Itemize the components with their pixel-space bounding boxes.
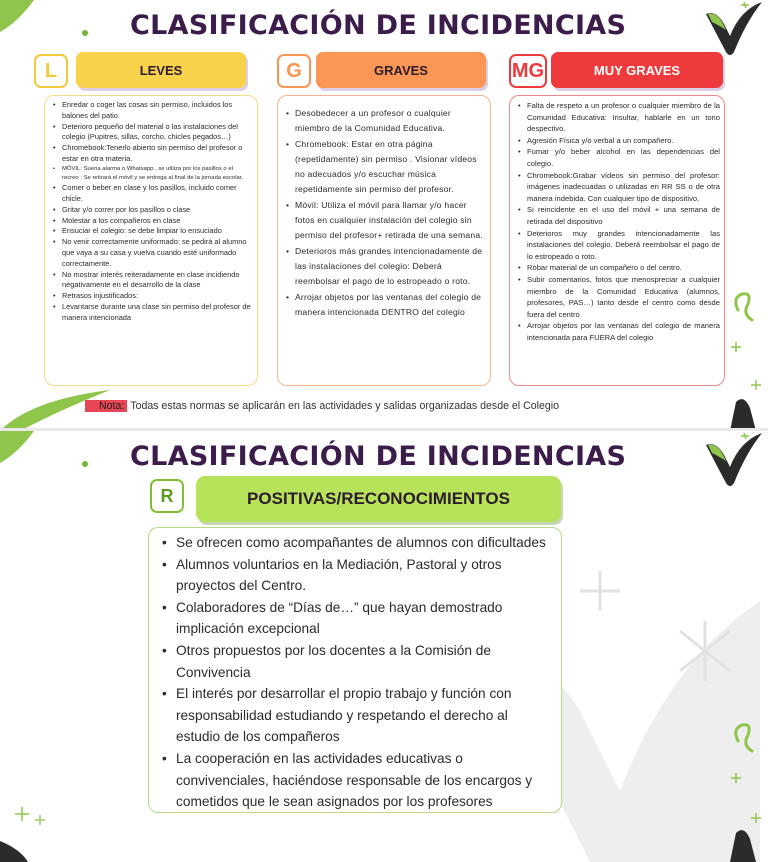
leves-letter: L xyxy=(44,59,58,82)
list-item: • Colaboradores de “Días de…” que hayan demostrado implicación excepcional xyxy=(161,597,553,640)
list-item: • Chromebook:Tenerlo abierto sin permiso del profesor o estar en otra materia. xyxy=(53,143,251,165)
list-item: • Levantarse durante una clase sin permiso del profesor de manera intencionada xyxy=(53,302,251,324)
accent-dot xyxy=(82,30,88,36)
positivas-header-label: POSITIVAS/RECONOCIMIENTOS xyxy=(247,489,510,508)
list-item: • Subir comentarios, fotos que menospreciar a cualquier miembro de la Comunidad Educativa (alumnos, profesores, PAS…) tanto desde el centro como desde fuera del centro xyxy=(518,274,720,320)
list-item: • Chromebook: Estar en otra página (repetidamente) sin permiso . Visionar vídeos no adecuados y/o escuchar música repetidamente sin permiso del profesor. xyxy=(286,137,484,198)
page-title: CLASIFICACIÓN DE INCIDENCIAS xyxy=(130,10,627,41)
list-item: • Si reincidente en el uso del móvil + una semana de retirada del dispositivo xyxy=(518,204,720,227)
list-item: • Retrasos injustificados: xyxy=(53,291,251,302)
list-item: • Chromebook:Grabar vídeos sin permiso del profesor: imágenes inadecuadas o utilizadas en RR SS o de otra manera indebida. Con cualquier tipo de dispositivo. xyxy=(518,170,720,205)
graves-header xyxy=(316,52,486,88)
list-item: • Móvil: Utiliza el móvil para llamar y/o hacer fotos en cualquier instalación del colegio sin permiso del profesor+ retirada de una semana. xyxy=(286,198,484,244)
positivas-box xyxy=(148,527,562,813)
slide-reconocimientos xyxy=(0,431,768,862)
leves-header xyxy=(76,52,246,88)
muy-graves-box xyxy=(509,95,725,386)
checkmark-corner-icon xyxy=(730,380,768,431)
positivas-list xyxy=(161,532,553,813)
list-item: • Comer o beber en clase y los pasillos, incluido comer chicle. xyxy=(53,183,251,205)
list-item: • Enredar o coger las cosas sin permiso, incluidos los balones del patio. xyxy=(53,100,251,122)
list-item: • Otros propuestos por los docentes a la Comisión de Convivencia xyxy=(161,640,553,683)
muy-graves-letter: MG xyxy=(511,59,545,82)
positivas-letter: R xyxy=(160,485,174,506)
nota-line xyxy=(85,400,559,412)
leves-header-label: LEVES xyxy=(139,62,183,78)
list-item: • Deterioros muy grandes intencionadamente las instalaciones del colegio. Deberá reembolsar el pago de lo estropeado o roto. xyxy=(518,228,720,263)
graves-box xyxy=(277,95,491,386)
leves-letter-badge xyxy=(34,54,68,88)
swirl-icon xyxy=(728,711,768,791)
list-item: • Fumar y/o beber alcohol en las dependencias del colegio. xyxy=(518,146,720,169)
list-item: • Molestar a los compañeros en clase xyxy=(53,216,251,227)
list-item: • Falta de respeto a un profesor o cualquier miembro de la Comunidad Educativa: Insultar, hablarle en un tono despectivo. xyxy=(518,100,720,135)
list-item: • Alumnos voluntarios en la Mediación, Pastoral y otros proyectos del Centro. xyxy=(161,554,553,597)
positivas-header xyxy=(196,476,561,522)
sparkle-icon xyxy=(0,801,70,862)
list-item: • Arrojar objetos por las ventanas del colegio de manera intencionada DENTRO del colegio xyxy=(286,290,484,321)
list-item: • Se ofrecen como acompañantes de alumnos con dificultades xyxy=(161,532,553,554)
nota-text: Todas estas normas se aplicarán en las actividades y salidas organizadas desde el Colegio xyxy=(130,400,560,412)
muy-graves-header xyxy=(551,52,723,88)
list-item: • La cooperación en las actividades educativas o convivenciales, haciéndose responsable de los encargos y cometidos que le sean asignados por los profesores xyxy=(161,748,553,813)
list-item: • Robar material de un compañero o del centro. xyxy=(518,262,720,274)
list-item: • Gritar y/o correr por los pasillos o clase xyxy=(53,205,251,216)
corner-leaf-icon xyxy=(0,431,60,471)
leves-list xyxy=(53,100,251,324)
list-item: • Deterioros más grandes intencionadamente de las instalaciones del colegio: Deberá reembolsar el pago de lo estropeado o roto. xyxy=(286,244,484,290)
muy-graves-letter-badge xyxy=(509,54,547,88)
list-item: • Desobedecer a un profesor o cualquier miembro de la Comunidad Educativa. xyxy=(286,106,484,137)
list-item: • El interés por desarrollar el propio trabajo y función con responsabilidad estudiando y respetando el derecho al estudio de los compañeros xyxy=(161,683,553,748)
accent-dot xyxy=(82,461,88,467)
list-item: • No venir correctamente uniformado: se pedirá al alumno que vaya a su casa y vuelva cuando esté uniformado correctamente. xyxy=(53,237,251,269)
muy-graves-list xyxy=(518,100,720,343)
checkmark-logo-icon xyxy=(700,0,768,58)
list-item: • Deterioro pequeño del material o las instalaciones del colegio (Pupitres, sillas, corcho, chicles pegados…) xyxy=(53,122,251,144)
swirl-icon xyxy=(728,280,768,360)
list-item: • MÓVIL: Suena alarma o Whatsapp , se utiliza por los pasillos o el recreo : Se retirará el móvil y se entrega al final de la jornada escolar. xyxy=(53,165,251,183)
checkmark-corner-icon xyxy=(728,811,768,862)
list-item: • Agresión Física y/o verbal a un compañero. xyxy=(518,135,720,147)
graves-letter-badge xyxy=(277,54,311,88)
list-item: • No mostrar interés reiteradamente en clase incidiendo negativamente en el desarrollo de la clase xyxy=(53,270,251,292)
list-item: • Ensuciar el colegio: se debe limpiar lo ensuciado xyxy=(53,226,251,237)
leves-box xyxy=(44,95,258,386)
page-title: CLASIFICACIÓN DE INCIDENCIAS xyxy=(130,441,627,472)
muy-graves-header-label: MUY GRAVES xyxy=(593,62,681,78)
corner-leaf-icon xyxy=(0,0,60,40)
checkmark-logo-icon xyxy=(700,431,768,489)
graves-letter: G xyxy=(286,59,302,82)
graves-header-label: GRAVES xyxy=(374,62,428,78)
list-item: • Arrojar objetos por las ventanas del colegio de manera intencionada para FUERA del colegio xyxy=(518,320,720,343)
positivas-letter-badge xyxy=(150,479,184,513)
nota-label: Nota: xyxy=(85,400,127,412)
graves-list xyxy=(286,106,484,320)
